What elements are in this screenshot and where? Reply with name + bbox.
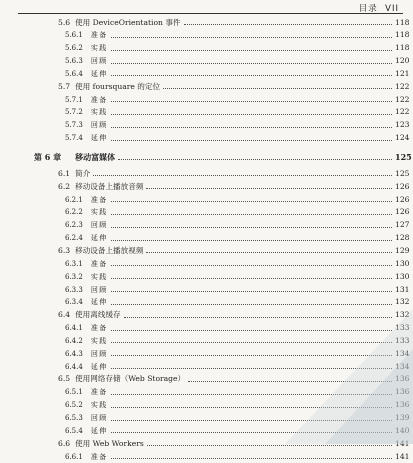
toc-subsection	[0, 119, 413, 131]
dot-leader	[111, 63, 392, 64]
toc-subsection	[0, 348, 413, 360]
toc-title: 延伸	[90, 426, 108, 435]
toc-number: 6.3.3	[65, 285, 83, 294]
toc-subsection	[0, 194, 413, 206]
dot-leader	[111, 342, 392, 343]
toc-number: 6.5.4	[65, 426, 83, 435]
toc-subsection	[0, 386, 413, 398]
toc-page-number: 124	[395, 133, 410, 143]
dot-leader	[111, 140, 392, 141]
toc-page-number: 129	[395, 245, 410, 255]
toc-number: 5.6.1	[65, 31, 83, 40]
toc-page-number: 126	[395, 181, 410, 191]
toc-number: 6.3.4	[65, 298, 83, 307]
toc-number: 第 6 章	[34, 152, 62, 162]
toc-title: 回顾	[90, 121, 108, 130]
dot-leader	[111, 50, 392, 51]
toc-page-number: 133	[395, 335, 410, 345]
toc-number: 6.4.4	[65, 362, 83, 371]
toc-page-number: 118	[395, 43, 410, 53]
toc-subsection	[0, 219, 413, 231]
toc-title: 准备	[90, 452, 108, 461]
dot-leader	[146, 252, 392, 253]
toc-title: 回顾	[90, 414, 108, 422]
toc-title: 简介	[75, 168, 91, 178]
toc-number: 5.7	[58, 81, 71, 91]
toc-page-number: 134	[395, 361, 410, 371]
toc-subsection	[0, 68, 413, 80]
toc-title: 准备	[90, 324, 108, 333]
dot-leader	[93, 175, 392, 176]
header-rule	[18, 13, 403, 14]
header-title: 目录	[358, 4, 378, 14]
toc-section	[0, 81, 413, 93]
toc-page-number: 121	[395, 68, 410, 78]
toc-title: 延伸	[90, 134, 108, 143]
dot-leader	[111, 420, 392, 421]
toc-subsection	[0, 425, 413, 437]
toc-subsection	[0, 322, 413, 334]
toc-page-number: 136	[395, 374, 410, 384]
toc-number: 6.6.1	[65, 452, 83, 461]
toc-title: 延伸	[90, 298, 108, 307]
dot-leader	[111, 432, 392, 433]
toc-subsection	[0, 335, 413, 347]
dot-leader	[188, 381, 392, 382]
toc-number: 5.6.4	[65, 69, 83, 78]
toc-number: 6.2.2	[65, 208, 83, 217]
toc-number: 6.4.3	[65, 349, 83, 358]
toc-page-number: 139	[395, 413, 410, 422]
dot-leader	[124, 317, 392, 318]
toc-title: 实践	[90, 272, 108, 281]
toc-page-number: 122	[395, 107, 410, 117]
toc-title: 实践	[90, 108, 108, 117]
toc-subsection	[0, 106, 413, 118]
dot-leader	[111, 114, 392, 115]
toc-page-number: 141	[395, 451, 410, 461]
toc-page-number: 125	[395, 152, 412, 162]
toc-number: 6.3	[58, 245, 71, 255]
toc-title: 实践	[90, 336, 108, 345]
dot-leader	[147, 445, 392, 446]
dot-leader	[111, 240, 392, 241]
dot-leader	[111, 37, 392, 38]
dot-leader	[184, 24, 392, 25]
toc-number: 6.5	[58, 374, 71, 384]
toc-subsection	[0, 451, 413, 463]
header-page-number: VII	[385, 4, 399, 14]
toc-section	[0, 168, 413, 180]
toc-title: 回顾	[90, 349, 108, 358]
toc-number: 5.7.4	[65, 134, 83, 143]
toc-page-number: 132	[395, 310, 410, 320]
toc-title: 准备	[90, 259, 108, 268]
toc-page-number: 132	[395, 297, 410, 307]
toc-number: 6.2.4	[65, 234, 83, 243]
toc-page-number: 130	[395, 258, 410, 268]
toc-page-number: 130	[395, 271, 410, 281]
toc-chapter	[0, 151, 413, 163]
toc-number: 6.3.2	[65, 272, 83, 281]
toc-page-number: 118	[395, 30, 410, 40]
dot-leader	[111, 201, 392, 202]
toc-page-number: 123	[395, 120, 410, 130]
dot-leader	[111, 458, 392, 459]
toc-page-number: 131	[395, 284, 410, 294]
toc-title: 移动设备上播放视频	[75, 245, 144, 255]
toc-subsection	[0, 206, 413, 218]
toc-title: 使用离线缓存	[75, 310, 121, 320]
toc-subsection	[0, 232, 413, 244]
toc-number: 5.7.2	[65, 108, 83, 117]
toc-number: 6.1	[58, 168, 71, 178]
toc-number: 5.7.3	[65, 121, 83, 130]
toc-title: 准备	[90, 31, 108, 40]
dot-leader	[111, 265, 392, 266]
toc-number: 6.5.2	[65, 401, 83, 410]
toc-page-number: 122	[395, 94, 410, 104]
toc-subsection	[0, 284, 413, 296]
dot-leader	[111, 304, 392, 305]
toc-page-number: 128	[395, 233, 410, 243]
dot-leader	[111, 394, 392, 395]
toc-page-number: 134	[395, 348, 410, 358]
dot-leader	[118, 159, 392, 160]
dot-leader	[146, 188, 392, 189]
toc-number: 5.6	[58, 17, 71, 27]
toc-number: 6.5.3	[65, 414, 83, 422]
dot-leader	[111, 407, 392, 408]
toc-subsection	[0, 399, 413, 411]
toc-title: 实践	[90, 401, 108, 410]
toc-number: 6.4	[58, 310, 71, 320]
toc-title: 使用 Web Workers	[75, 438, 144, 448]
dot-leader	[111, 214, 392, 215]
toc-page-number: 133	[395, 323, 410, 333]
toc-page-number: 120	[395, 56, 410, 66]
toc-number: 6.3.1	[65, 259, 83, 268]
toc-section	[0, 245, 413, 257]
toc-number: 6.4.2	[65, 336, 83, 345]
toc-number: 5.6.3	[65, 57, 83, 66]
toc-subsection	[0, 94, 413, 106]
toc-title: 回顾	[90, 285, 108, 294]
toc-page-number: 125	[395, 168, 410, 178]
toc-page-number: 118	[395, 17, 410, 27]
toc-title: 回顾	[90, 57, 108, 66]
toc-section	[0, 373, 413, 385]
toc-title: 准备	[90, 95, 108, 104]
toc-title: 实践	[90, 44, 108, 53]
toc-page-number: 126	[395, 194, 410, 204]
toc-subsection	[0, 258, 413, 270]
dot-leader	[111, 227, 392, 228]
toc-number: 6.2.3	[65, 221, 83, 230]
toc-subsection	[0, 361, 413, 373]
dot-leader	[111, 75, 392, 76]
toc-page-number: 122	[395, 81, 410, 91]
toc-title: 准备	[90, 388, 108, 397]
toc-title: 延伸	[90, 234, 108, 243]
toc-title: 使用 foursquare 的定位	[75, 81, 161, 91]
toc-title: 准备	[90, 195, 108, 204]
dot-leader	[111, 278, 392, 279]
toc-number: 6.6	[58, 438, 71, 448]
toc-page-number: 136	[395, 400, 410, 410]
toc-number: 6.2	[58, 181, 71, 191]
toc-subsection	[0, 271, 413, 283]
toc-title: 回顾	[90, 221, 108, 230]
dot-leader	[111, 368, 392, 369]
toc-section	[0, 17, 413, 29]
dot-leader	[111, 101, 392, 102]
toc-subsection	[0, 132, 413, 144]
toc-number: 6.4.1	[65, 324, 83, 333]
toc-number: 6.5.1	[65, 388, 83, 397]
toc-subsection	[0, 296, 413, 308]
toc-title: 使用 DeviceOrientation 事件	[75, 17, 181, 27]
dot-leader	[111, 291, 392, 292]
toc-title: 移动富媒体	[75, 152, 116, 162]
toc-title: 移动设备上播放音频	[75, 181, 144, 191]
toc-title: 使用网络存储（Web Storage）	[75, 374, 186, 384]
dot-leader	[111, 355, 392, 356]
toc-subsection	[0, 29, 413, 41]
toc-page-number: 141	[395, 438, 410, 448]
toc-page-number: 126	[395, 207, 410, 217]
toc-subsection	[0, 42, 413, 54]
toc-number: 5.7.1	[65, 95, 83, 104]
dot-leader	[111, 127, 392, 128]
toc-page-number: 136	[395, 387, 410, 397]
toc-number: 5.6.2	[65, 44, 83, 53]
dot-leader	[163, 88, 392, 89]
toc-title: 实践	[90, 208, 108, 217]
toc-section	[0, 181, 413, 193]
toc-section	[0, 309, 413, 321]
toc-number: 6.2.1	[65, 195, 83, 204]
toc-title: 延伸	[90, 69, 108, 78]
toc-subsection	[0, 412, 413, 424]
dot-leader	[111, 330, 392, 331]
toc-page-number: 140	[395, 425, 410, 435]
toc-page-number: 127	[395, 220, 410, 230]
toc-subsection	[0, 55, 413, 67]
toc-title: 延伸	[90, 362, 108, 371]
